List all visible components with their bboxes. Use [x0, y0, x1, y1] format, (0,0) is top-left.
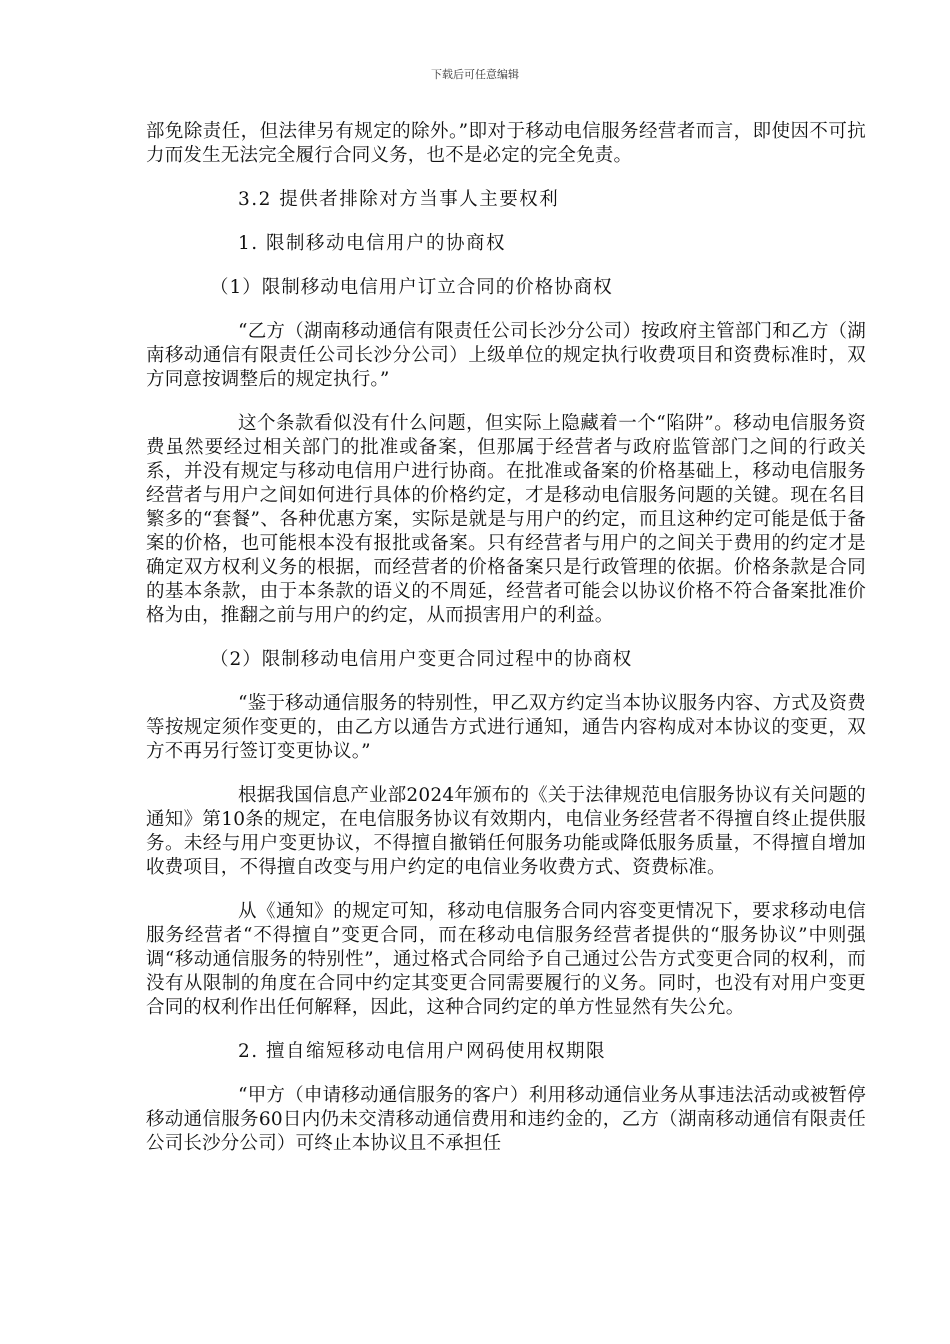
paragraph: 这个条款看似没有什么问题，但实际上隐藏着一个“陷阱”。移动电信服务资费虽然要经过相关部门的批准或备案，但那属于经营者与政府监管部门之间的行政关系，并没有规定与移动电信用户进行协商。在批准或备案的价格基础上，移动电信服务经营者与用户之间如何进行具体的价格约定，才是移动电信服务问题的关键。现在名目繁多的“套餐”、各种优惠方案，实际是就是与用户的约定，而且这种约定可能是低于备案的价格，也可能根本没有报批或备案。只有经营者与用户的之间关于费用的约定才是确定双方权利义务的根据，而经营者的价格备案只是行政管理的依据。价格条款是合同的基本条款，由于本条款的语义的不周延，经营者可能会以协议价格不符合备案批准价格为由，推翻之前与用户的约定，从而损害用户的利益。 — [146, 413, 866, 626]
quoted-clause: “鉴于移动通信服务的特别性，甲乙双方约定当本协议服务内容、方式及资费等按规定须作变更的，由乙方以通告方式进行通知，通告内容构成对本协议的变更，双方不再另行签订变更协议。” — [146, 693, 866, 762]
paragraph: 根据我国信息产业部2024年颁布的《关于法律规范电信服务协议有关问题的通知》第10条的规定，在电信服务协议有效期内，电信业务经营者不得擅自终止提供服务。未经与用户变更协议，不得擅自撤销任何服务功能或降低服务质量，不得擅自增加收费项目，不得擅自改变与用户约定的电信业务收费方式、资费标准。 — [146, 785, 866, 878]
document-body — [146, 120, 866, 1176]
section-heading-3-2: 3.2 提供者排除对方当事人主要权利 — [238, 189, 560, 210]
page-header-note: 下载后可任意编辑 — [431, 68, 519, 81]
quoted-clause: “甲方（申请移动通信服务的客户）利用移动通信业务从事违法活动或被暂停移动通信服务60日内仍未交清移动通信费用和违约金的，乙方（湖南移动通信有限责任公司长沙分公司）可终止本协议且不承担任 — [146, 1085, 866, 1154]
quoted-clause: “乙方（湖南移动通信有限责任公司长沙分公司）按政府主管部门和乙方（湖南移动通信有限责任公司长沙分公司）上级单位的规定执行收费项目和资费标准时，双方同意按调整后的规定执行。” — [146, 321, 866, 390]
paragraph: 从《通知》的规定可知，移动电信服务合同内容变更情况下，要求移动电信服务经营者“不得擅自”变更合同，而在移动电信服务经营者提供的“服务协议”中则强调“移动通信服务的特别性”，通过格式合同给予自己通过公告方式变更合同的权利，而没有从限制的角度在合同中约定其变更合同需要履行的义务。同时，也没有对用户变更合同的权利作出任何解释，因此，这种合同约定的单方性显然有失公允。 — [146, 901, 866, 1018]
subsection-heading-1: 1. 限制移动电信用户的协商权 — [238, 233, 507, 254]
subsection-heading-2: 2. 擅自缩短移动电信用户网码使用权期限 — [238, 1041, 607, 1062]
subsection-heading-1-1: （1）限制移动电信用户订立合同的价格协商权 — [210, 277, 613, 298]
subsection-heading-1-2: （2）限制移动电信用户变更合同过程中的协商权 — [210, 649, 633, 670]
paragraph: 部免除责任，但法律另有规定的除外。”即对于移动电信服务经营者而言，即使因不可抗力而发生无法完全履行合同义务，也不是必定的完全免责。 — [146, 121, 866, 166]
